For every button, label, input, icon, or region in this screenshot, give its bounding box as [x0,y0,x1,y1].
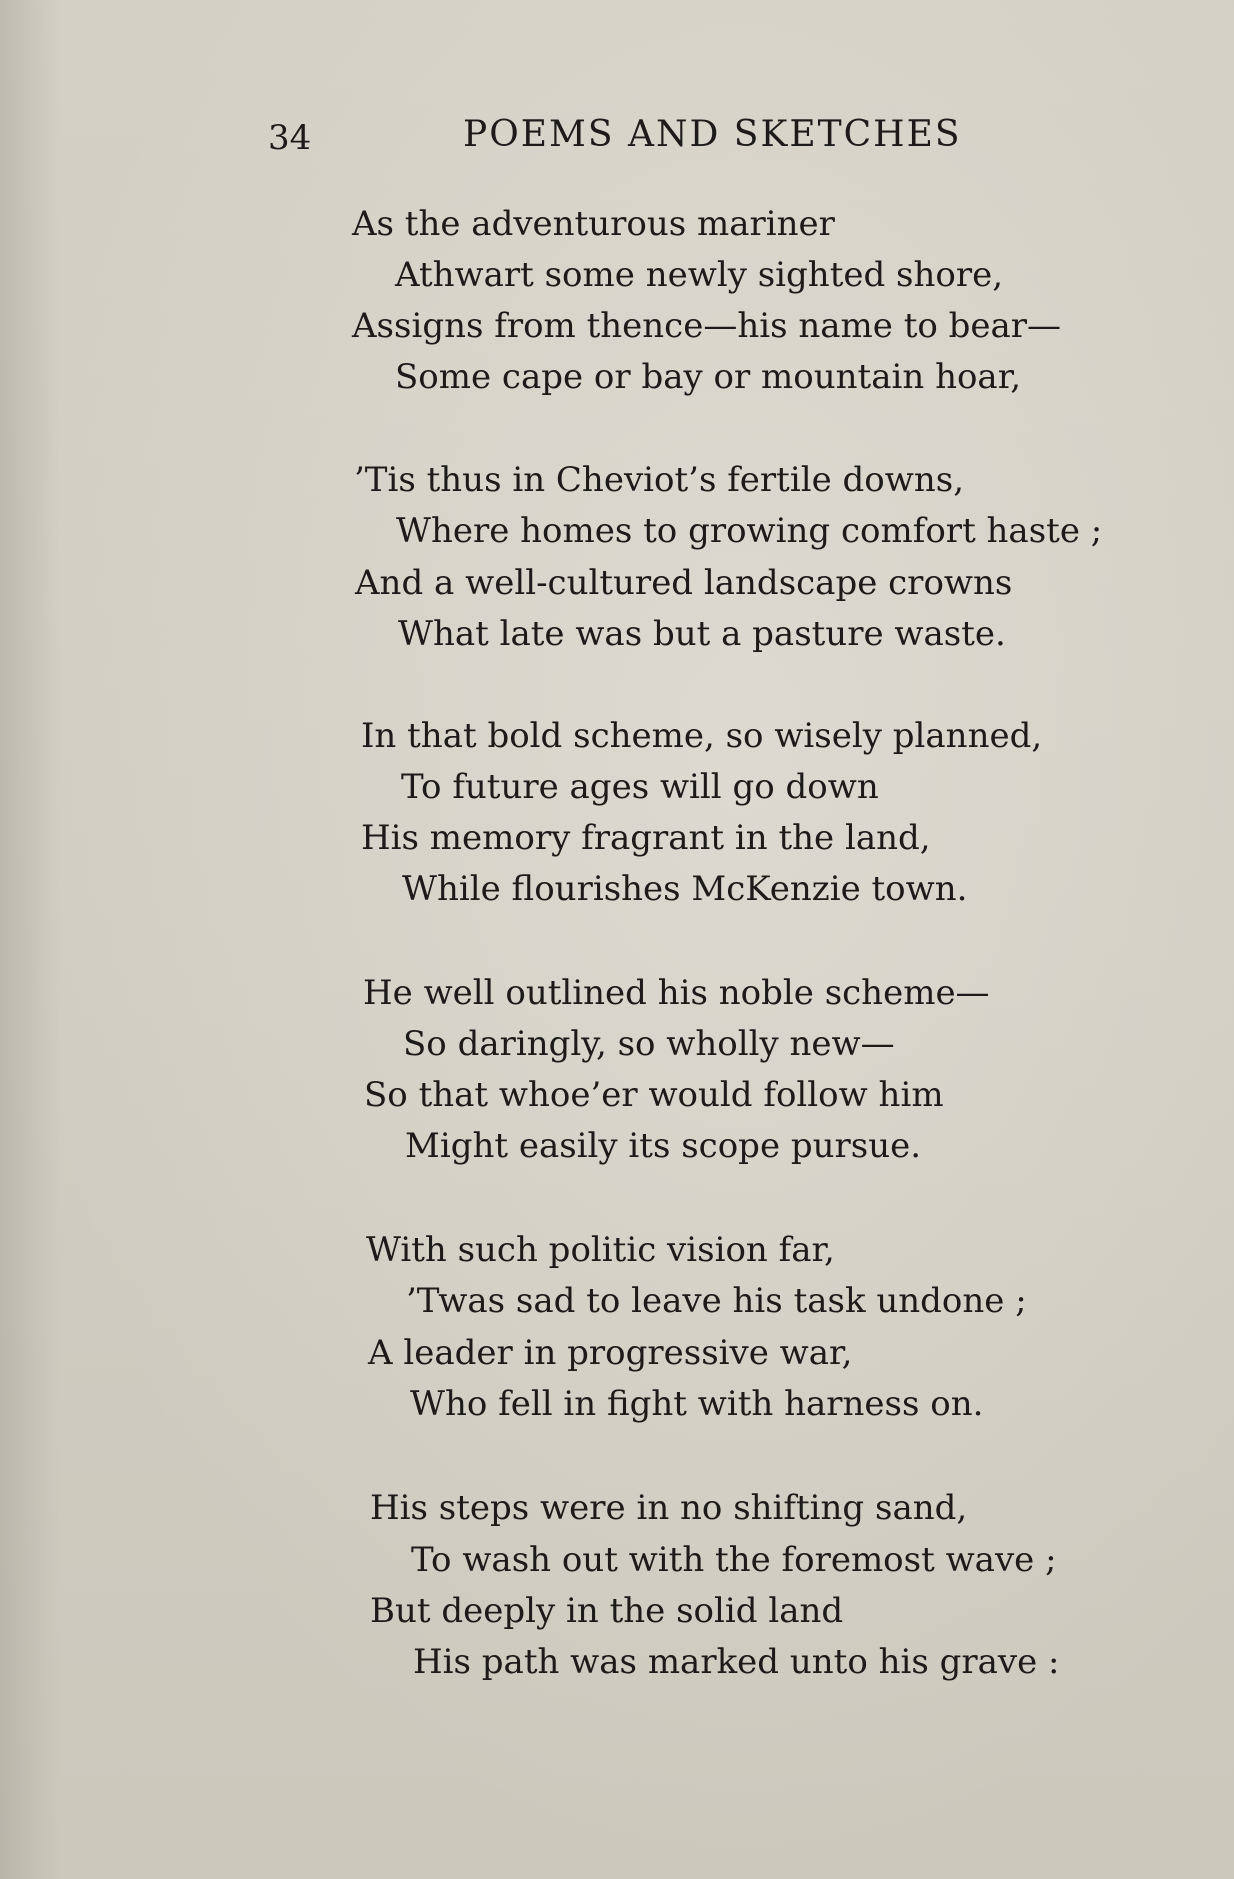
poem-line: A leader in progressive war, [368,1333,853,1373]
poem-line: So daringly, so wholly new— [403,1024,895,1064]
poem-line: Assigns from thence—his name to bear— [352,306,1062,346]
poem-line: ’Twas sad to leave his task undone ; [406,1281,1027,1321]
poem-line: His path was marked unto his grave : [413,1642,1060,1682]
poem-line: To wash out with the foremost wave ; [411,1540,1057,1580]
poem-line: So that whoe’er would follow him [364,1075,944,1115]
poem-line: With such politic vision far, [366,1230,835,1270]
poem-line: Who fell in fight with harness on. [410,1384,984,1424]
poem-line: What late was but a pasture waste. [398,614,1006,654]
poem-line: Might easily its scope pursue. [405,1126,922,1166]
poem-line: But deeply in the solid land [370,1591,844,1631]
poem-line: In that bold scheme, so wisely planned, [361,716,1043,756]
poem-line: His memory fragrant in the land, [361,818,931,858]
poem-line: He well outlined his noble scheme— [363,973,990,1013]
page-number: 34 [268,118,312,158]
poem-line: To future ages will go down [401,767,879,807]
poem-line: And a well-cultured landscape crowns [355,563,1013,603]
poem-line: While flourishes McKenzie town. [402,869,968,909]
poem-line: ’Tis thus in Cheviot’s fertile downs, [354,460,965,500]
poem-line: As the adventurous mariner [352,204,835,244]
poem-line: Athwart some newly sighted shore, [395,255,1004,295]
running-title: POEMS AND SKETCHES [463,114,962,155]
poem-line: His steps were in no shifting sand, [370,1488,968,1528]
poem-line: Where homes to growing comfort haste ; [396,511,1103,551]
poem-line: Some cape or bay or mountain hoar, [395,357,1022,397]
